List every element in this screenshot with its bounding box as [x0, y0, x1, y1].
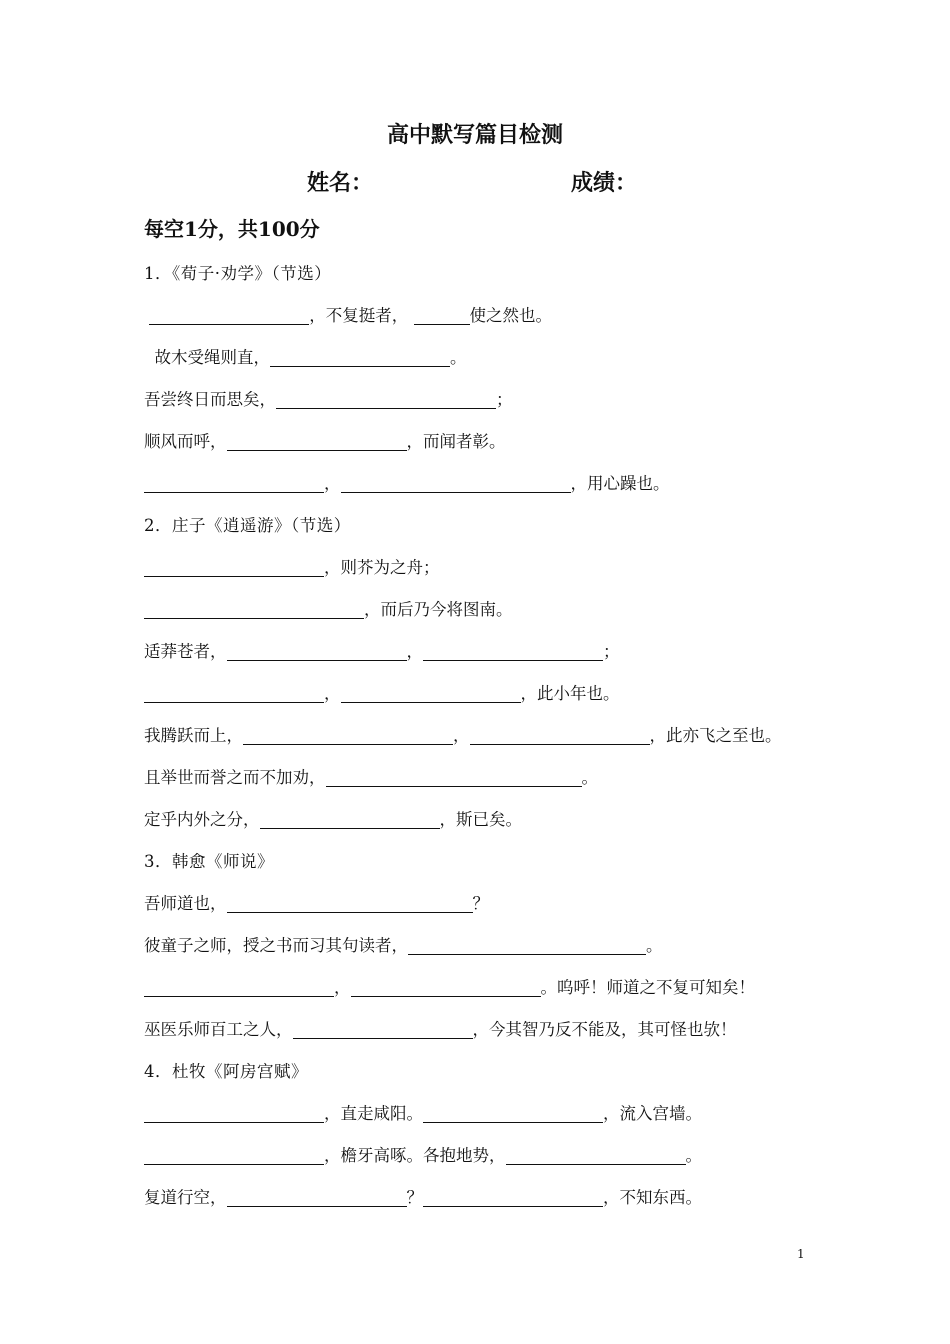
line-text: ，: [324, 684, 341, 703]
line-text: ，流入宫墙。: [603, 1104, 702, 1123]
answer-blank[interactable]: [414, 304, 470, 325]
name-label: 姓名：: [307, 171, 374, 196]
line-text: 复道行空，: [144, 1188, 227, 1207]
question-line: [144, 636, 824, 678]
score-label: 成绩：: [571, 171, 638, 196]
answer-blank[interactable]: [341, 682, 521, 703]
question-line: [144, 762, 824, 804]
line-text: ，此亦飞之至也。: [649, 726, 782, 745]
question-line: [144, 468, 824, 510]
answer-blank[interactable]: [423, 1186, 603, 1207]
answer-blank[interactable]: [293, 1018, 473, 1039]
line-text: ，檐牙高啄。各抱地势，: [324, 1146, 506, 1165]
answer-blank[interactable]: [423, 640, 603, 661]
answer-blank[interactable]: [144, 682, 324, 703]
question-line: [144, 888, 824, 930]
line-text: ？: [472, 894, 489, 913]
line-text: ，: [406, 642, 423, 661]
question-line: [144, 972, 824, 1014]
question-line: [144, 930, 824, 972]
line-text: 4．杜牧《阿房宫赋》: [144, 1062, 308, 1081]
line-text: 。呜呼！师道之不复可知矣！: [540, 978, 755, 997]
answer-blank[interactable]: [243, 724, 453, 745]
section-heading: [144, 510, 824, 552]
line-text: 我腾跃而上，: [144, 726, 243, 745]
line-text: ，则芥为之舟；: [324, 558, 440, 577]
answer-blank[interactable]: [149, 304, 309, 325]
answer-blank[interactable]: [144, 1102, 324, 1123]
answer-blank[interactable]: [144, 472, 324, 493]
line-text: ，: [334, 978, 351, 997]
line-text: 。: [450, 348, 467, 367]
question-line: [144, 1140, 824, 1182]
line-text: 彼童子之师，授之书而习其句读者，: [144, 936, 408, 955]
question-line: [144, 720, 824, 762]
question-line: [144, 426, 824, 468]
question-list: [144, 258, 824, 1224]
line-text: ，今其智乃反不能及，其可怪也欤！: [472, 1020, 737, 1039]
section-heading: [144, 1056, 824, 1098]
question-line: [144, 384, 824, 426]
line-text: ，斯已矣。: [439, 810, 522, 829]
section-heading: [144, 258, 824, 300]
line-text: ，用心躁也。: [570, 474, 670, 493]
answer-blank[interactable]: [470, 724, 650, 745]
question-line: [144, 1014, 824, 1056]
question-line: [144, 678, 824, 720]
line-text: 。: [646, 936, 663, 955]
answer-blank[interactable]: [260, 808, 440, 829]
line-text: 故木受绳则直，: [144, 348, 270, 367]
line-text: ，此小年也。: [520, 684, 620, 703]
answer-blank[interactable]: [351, 976, 541, 997]
line-text: ，不复挺者，: [309, 306, 414, 325]
answer-blank[interactable]: [227, 1186, 407, 1207]
line-text: 巫医乐师百工之人，: [144, 1020, 293, 1039]
question-line: [144, 594, 824, 636]
page-number: 1: [797, 1247, 805, 1261]
line-text: 2．庄子《逍遥游》（节选）: [144, 516, 351, 535]
answer-blank[interactable]: [144, 1144, 324, 1165]
line-text: ；: [496, 390, 513, 409]
answer-blank[interactable]: [144, 598, 364, 619]
line-text: ，而后乃今将图南。: [364, 600, 513, 619]
section-heading: [144, 846, 824, 888]
line-text: 3．韩愈《师说》: [144, 852, 274, 871]
answer-blank[interactable]: [341, 472, 571, 493]
line-text: 使之然也。: [469, 306, 552, 325]
line-text: 顺风而呼，: [144, 432, 227, 451]
answer-blank[interactable]: [144, 976, 334, 997]
answer-blank[interactable]: [408, 934, 646, 955]
answer-blank[interactable]: [423, 1102, 603, 1123]
line-text: ，: [453, 726, 470, 745]
scoring-note: 每空1分，共100分: [144, 217, 320, 241]
answer-blank[interactable]: [227, 640, 407, 661]
answer-blank[interactable]: [144, 556, 324, 577]
question-line: [144, 804, 824, 846]
line-text: 。: [581, 768, 598, 787]
line-text: ；: [603, 642, 620, 661]
answer-blank[interactable]: [506, 1144, 686, 1165]
question-line: [144, 342, 824, 384]
answer-blank[interactable]: [326, 766, 582, 787]
line-text: ，不知东西。: [603, 1188, 702, 1207]
line-text: 吾师道也，: [144, 894, 227, 913]
line-text: 1．《荀子·劝学》（节选）: [144, 264, 332, 283]
line-text: ？: [406, 1188, 423, 1207]
line-text: ，直走咸阳。: [324, 1104, 423, 1123]
line-text: 适莽苍者，: [144, 642, 227, 661]
page-title: 高中默写篇目检测: [386, 123, 563, 148]
answer-blank[interactable]: [276, 388, 496, 409]
line-text: 吾尝终日而思矣，: [144, 390, 276, 409]
line-text: ，而闻者彰。: [406, 432, 506, 451]
answer-blank[interactable]: [270, 346, 450, 367]
question-line: [144, 1098, 824, 1140]
line-text: 定乎内外之分，: [144, 810, 260, 829]
answer-blank[interactable]: [227, 892, 473, 913]
line-text: ，: [324, 474, 341, 493]
question-line: [144, 1182, 824, 1224]
question-line: [144, 300, 824, 342]
question-line: [144, 552, 824, 594]
answer-blank[interactable]: [227, 430, 407, 451]
line-text: 且举世而誉之而不加劝，: [144, 768, 326, 787]
line-text: 。: [685, 1146, 702, 1165]
